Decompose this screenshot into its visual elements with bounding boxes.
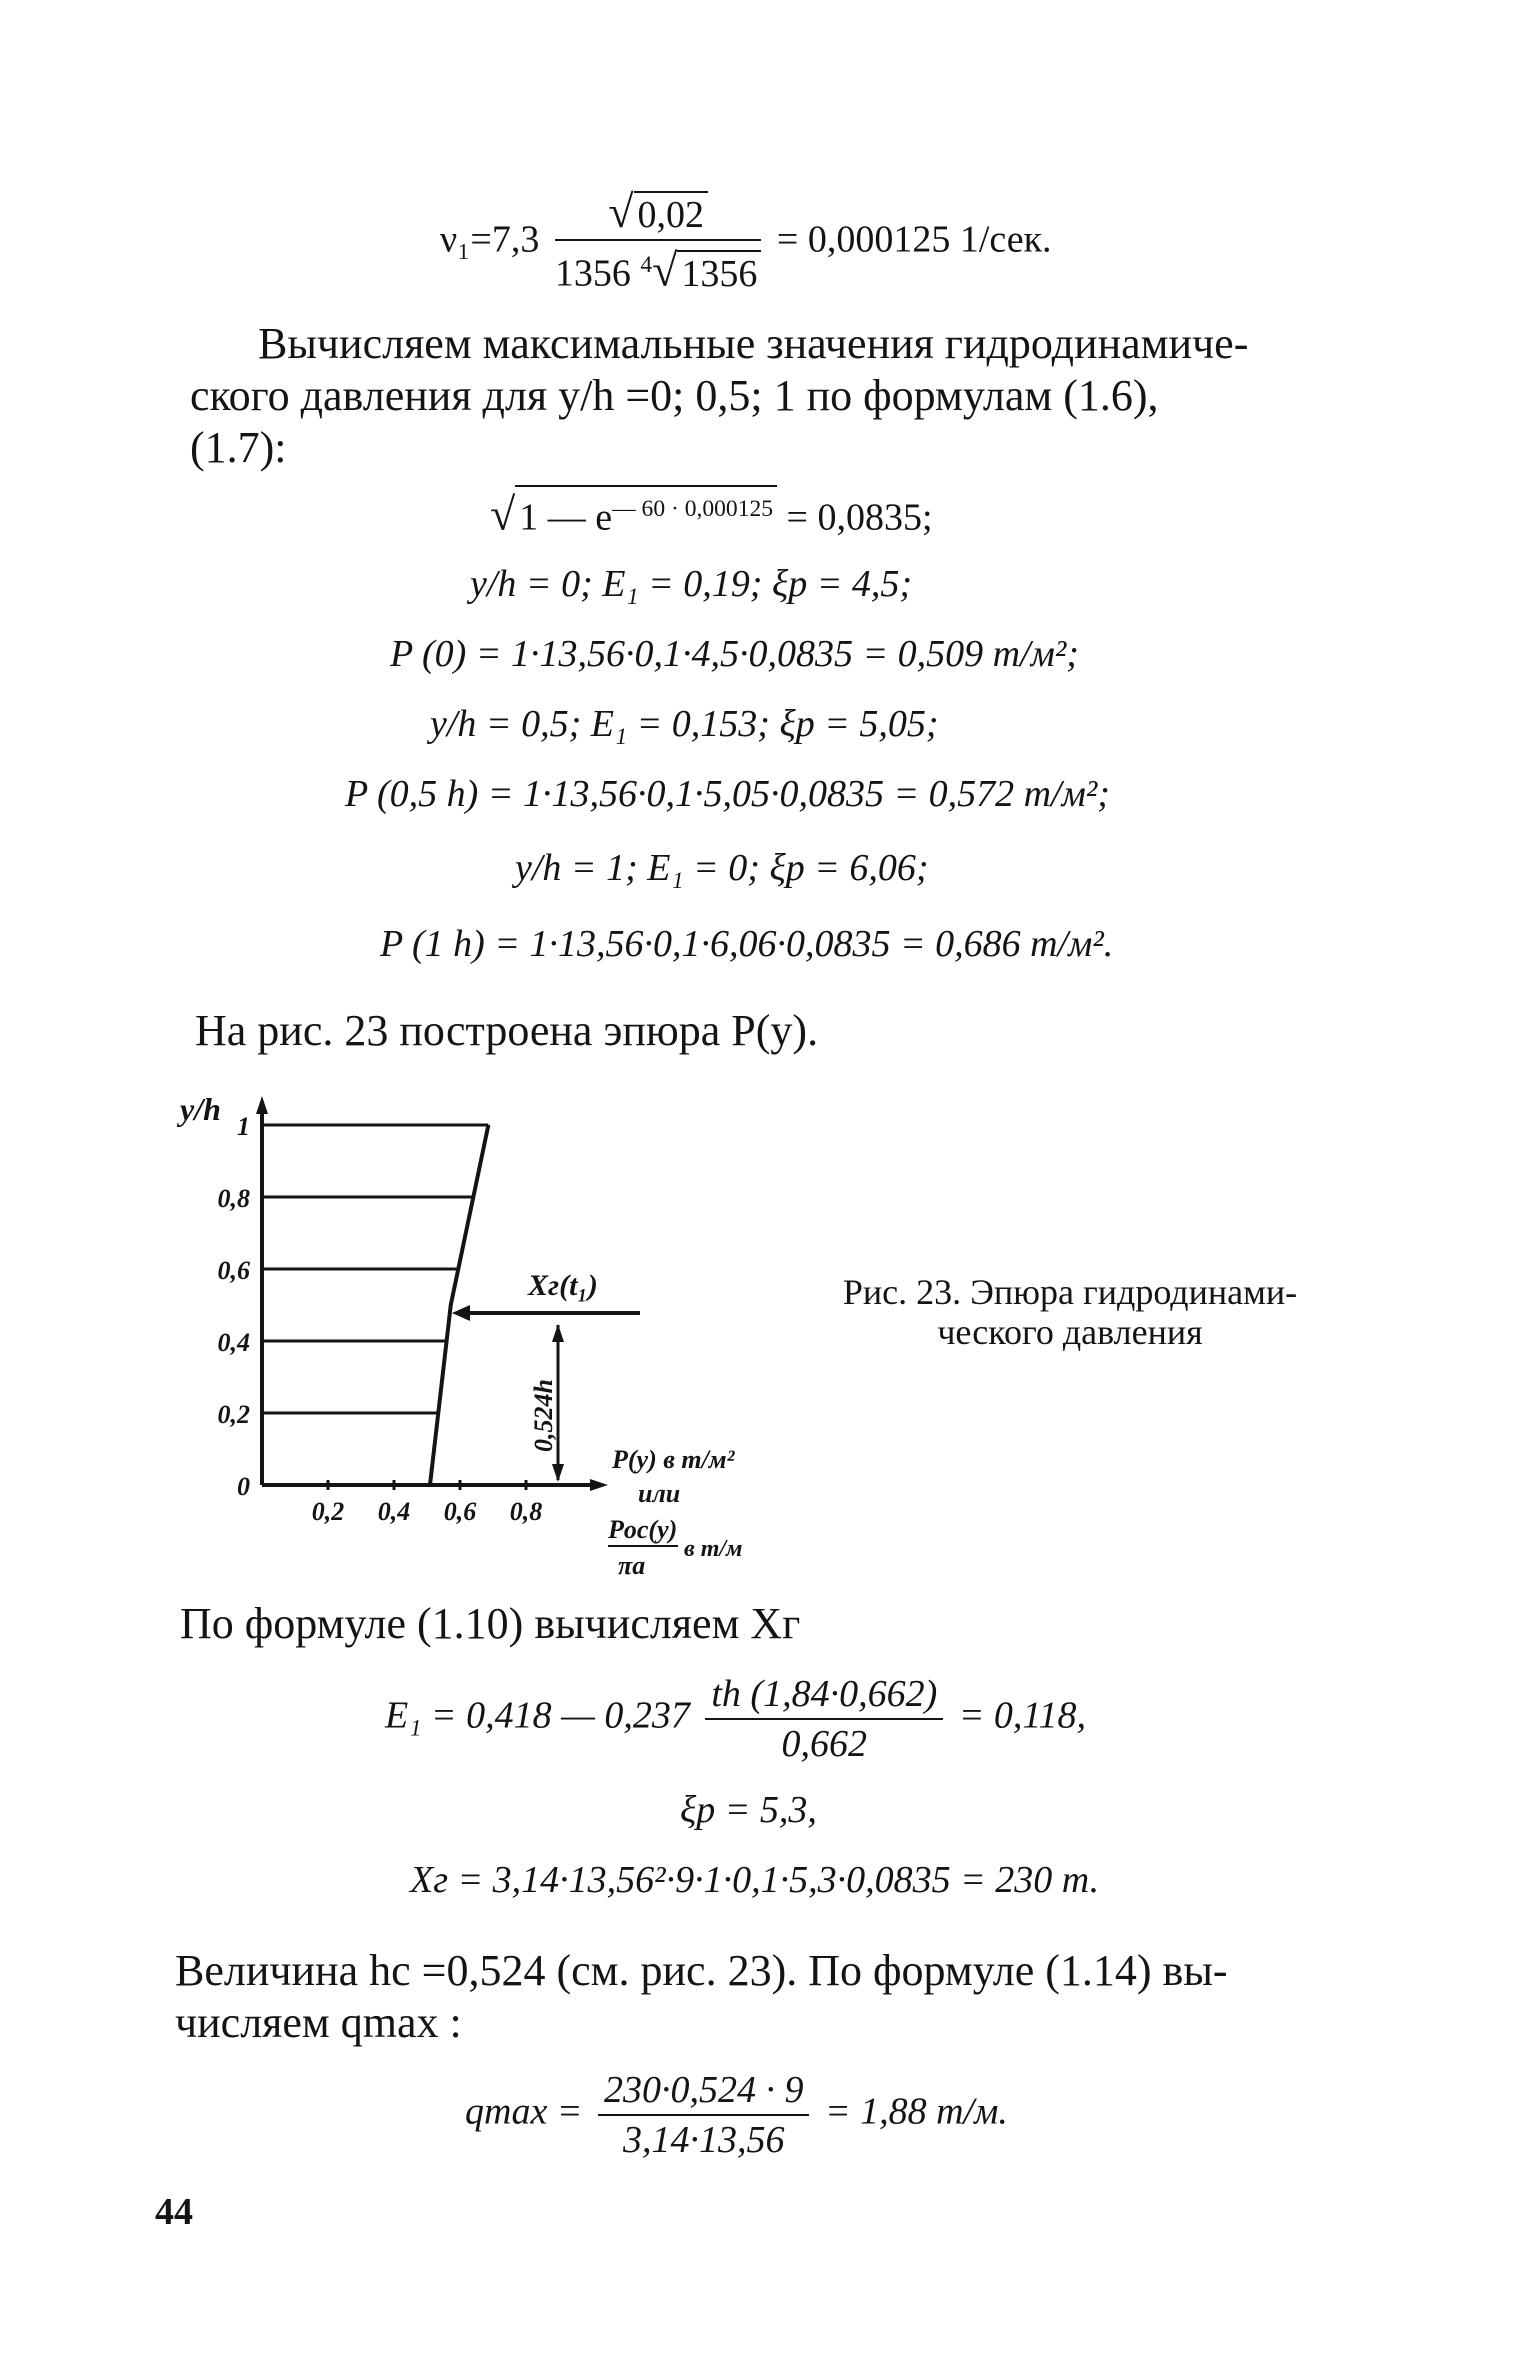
x-axis-arrow — [590, 1479, 608, 1491]
figure-caption-line-1: Рис. 23. Эпюра гидродинами- — [842, 1272, 1298, 1312]
formula-row-1: y/h = 0; E₁ = 0,19; ξр = 4,5; — [470, 563, 913, 605]
qmax-lhs: qmax = — [465, 2090, 583, 2133]
y-tick-labels — [218, 1112, 251, 1501]
paragraph-3-line-1: Величина hc =0,524 (см. рис. 23). По формуле (1.14) вы- — [175, 1946, 1228, 1995]
e1-rhs: = 0,118, — [958, 1694, 1087, 1737]
formula-p05: P (0,5 h) = 1·13,56·0,1·5,05·0,0835 = 0,572 т/м²; — [345, 773, 1110, 815]
paragraph-1-line-3: (1.7): — [190, 423, 287, 472]
x-tick-label: 0,6 — [443, 1497, 477, 1526]
formula-row-3: y/h = 1; E₁ = 0; ξр = 6,06; — [515, 847, 929, 889]
depth-arrow-bottom — [552, 1464, 564, 1482]
depth-arrow-top — [552, 1324, 564, 1342]
e1-den: 0,662 — [781, 1723, 868, 1765]
nu1-den-b: 1356 — [677, 250, 761, 296]
force-arrow-head — [452, 1305, 470, 1321]
y-tick-label: 0,4 — [217, 1328, 250, 1357]
nu1-rhs: = 0,000125 1/сек. — [776, 218, 1052, 261]
x-label-pressure: P(y) в т/м² — [612, 1445, 735, 1474]
e1-lhs: E₁ = 0,418 — 0,237 — [385, 1694, 690, 1737]
formula-e1 — [385, 1672, 1086, 1766]
sqrt-exp-base: 1 — e — [519, 496, 613, 539]
y-tick-label: 0,2 — [217, 1400, 250, 1429]
formula-qmax — [465, 2068, 1008, 2162]
figure-caption-line-2: ческого давления — [937, 1312, 1203, 1352]
nu1-den-a: 1356 — [554, 252, 631, 295]
formula-row-2: y/h = 0,5; E₁ = 0,153; ξр = 5,05; — [430, 703, 939, 745]
x-tick-label: 0,8 — [509, 1497, 543, 1526]
qmax-fraction — [598, 2068, 810, 2162]
pressure-curve — [430, 1125, 488, 1485]
nu1-num: 0,02 — [634, 191, 709, 237]
paragraph-1-line-1: Вычисляем максимальные значения гидродинамиче- — [258, 319, 1249, 368]
y-tick-label: 0,8 — [217, 1184, 250, 1213]
x-label-numerator: Pос(y) — [608, 1515, 678, 1544]
x-label-unit: в т/м — [684, 1536, 743, 1562]
y-tick-label: 0 — [237, 1472, 250, 1501]
x-tick-label: 0,4 — [377, 1497, 411, 1526]
nu1-fraction: $\frac{√ 0,02}{1356 ^4√ 1356}$ — [555, 190, 762, 296]
y-axis-arrow — [256, 1096, 268, 1114]
qmax-num: 230·0,524 · 9 — [598, 2068, 810, 2116]
sqrt-exp-power: — 60 · 0,000125 — [612, 496, 774, 522]
figure-caption — [790, 1272, 1350, 1352]
nu1-lhs: ν₁=7,3 — [440, 218, 540, 261]
x-label-or: или — [638, 1479, 681, 1508]
paragraph-2: По формуле (1.10) вычисляем Xг — [180, 1599, 801, 1648]
depth-label: 0,524h — [529, 1379, 558, 1452]
formula-xg: Xг = 3,14·13,56²·9·1·0,1·5,3·0,0835 = 230 т. — [410, 1859, 1100, 1901]
paragraph-1-line-2: ского давления для y/h =0; 0,5; 1 по формулам (1.6), — [190, 371, 1159, 420]
y-tick-label: 1 — [237, 1112, 250, 1141]
sqrt-sign: √ — [608, 186, 634, 237]
figure-intro: На рис. 23 построена эпюра P(y). — [195, 1006, 819, 1055]
epure-group — [262, 1125, 488, 1485]
e1-num: th (1,84·0,662) — [705, 1672, 943, 1720]
formula-p1: P (1 h) = 1·13,56·0,1·6,06·0,0835 = 0,686 т/м². — [380, 923, 1114, 965]
x-tick-label: 0,2 — [311, 1497, 345, 1526]
y-tick-label: 0,6 — [217, 1256, 250, 1285]
x-label-denominator: πa — [618, 1551, 646, 1580]
page-number: 44 — [155, 2191, 193, 2233]
y-axis-label: y/h — [180, 1091, 221, 1127]
paragraph-3-line-2: числяем qmax : — [175, 1998, 462, 2047]
nu1-root-index: 4 — [640, 252, 653, 278]
formula-p0: P (0) = 1·13,56·0,1·4,5·0,0835 = 0,509 т/м²; — [390, 633, 1079, 675]
force-label: Xг(t₁) — [528, 1269, 598, 1302]
sqrt-exp-result: = 0,0835; — [786, 496, 933, 539]
e1-fraction — [705, 1672, 943, 1766]
qmax-den: 3,14·13,56 — [622, 2119, 785, 2161]
qmax-rhs: = 1,88 т/м. — [824, 2090, 1008, 2133]
formula-nu1 — [440, 186, 1052, 296]
formula-sqrt-exp: √ 1 — $e^{— 60 \cdot 0,000125} = 0,0835$; — [490, 485, 933, 540]
pressure-diagram — [180, 1080, 743, 1600]
formula-xi: ξр = 5,3, — [680, 1789, 817, 1831]
